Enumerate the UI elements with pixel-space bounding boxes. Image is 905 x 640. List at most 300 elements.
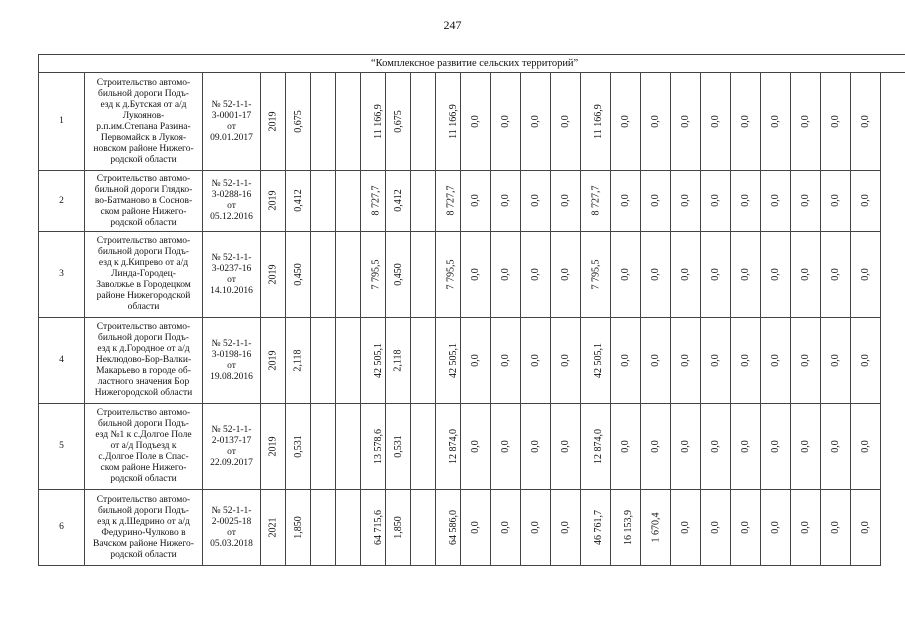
- cell-value: 0,0: [770, 353, 781, 367]
- cell-value: 0,0: [710, 353, 721, 367]
- value-cell: [611, 73, 641, 171]
- value-cell: [821, 490, 851, 566]
- value-cell: [761, 73, 791, 171]
- value-cell: [851, 318, 881, 404]
- cell-value: 0,0: [770, 194, 781, 207]
- value-cell: [286, 318, 311, 404]
- cell-value: 1,850: [292, 515, 304, 539]
- value-cell: [551, 171, 581, 232]
- value-cell: [386, 232, 411, 318]
- cell-value: 0,0: [470, 520, 481, 534]
- permit-number: [203, 232, 261, 318]
- object-name-line: Заволжье в Городецком: [96, 280, 191, 290]
- value-cell: [521, 232, 551, 318]
- cell-value: 0,0: [800, 353, 811, 367]
- row-number: 3: [39, 232, 85, 318]
- permit-line: 2-0137-17: [211, 435, 252, 446]
- cell-value: 0,0: [620, 267, 631, 281]
- permit-line: № 52-1-1-: [211, 252, 252, 263]
- value-cell: [436, 171, 461, 232]
- value-cell: [361, 171, 386, 232]
- value-cell: [761, 232, 791, 318]
- value-cell: [731, 318, 761, 404]
- value-cell: [671, 404, 701, 490]
- value-cell: [411, 73, 436, 171]
- cell-value: 0,450: [392, 262, 404, 286]
- cell-value: 0,0: [500, 439, 511, 453]
- value-cell: [336, 232, 361, 318]
- cell-value: 0,0: [530, 353, 541, 367]
- value-cell: [821, 404, 851, 490]
- table-row: [39, 232, 905, 318]
- value-cell: [336, 171, 361, 232]
- cell-value: 0,0: [680, 353, 691, 367]
- value-cell: [386, 404, 411, 490]
- cell-value: 0,0: [650, 114, 661, 128]
- cell-value: 0,0: [470, 194, 481, 207]
- object-name-line: во-Батманово в Соснов-: [94, 195, 193, 206]
- object-name-line: районе Нижегородской: [96, 291, 191, 301]
- value-cell: [386, 73, 411, 171]
- value-cell: [261, 490, 286, 566]
- cell-value: 7 795,5: [590, 259, 602, 289]
- cell-value: 0,0: [470, 114, 481, 128]
- value-cell: [286, 171, 311, 232]
- value-cell: [701, 490, 731, 566]
- value-cell: [581, 404, 611, 490]
- cell-value: 0,0: [620, 114, 631, 128]
- cell-value: 0,0: [620, 194, 631, 207]
- value-cell: [361, 73, 386, 171]
- cell-value: 12 874,0: [593, 428, 604, 464]
- cell-value: 46 761,7: [593, 509, 604, 545]
- cell-value: 0,0: [740, 194, 751, 207]
- value-cell: [411, 171, 436, 232]
- row-number: 1: [39, 73, 85, 171]
- object-name-line: бильной дороги Глядко-: [94, 184, 193, 195]
- value-cell: [581, 318, 611, 404]
- value-cell: [491, 232, 521, 318]
- value-cell: [491, 171, 521, 232]
- value-cell: [671, 318, 701, 404]
- value-cell: [521, 171, 551, 232]
- permit-line: № 52-1-1-: [211, 424, 252, 435]
- object-name-line: Вачском районе Нижего-: [93, 538, 194, 549]
- value-cell: [361, 318, 386, 404]
- cell-value: 0,0: [530, 439, 541, 453]
- object-name-line: ском районе Нижего-: [100, 463, 187, 473]
- cell-value: 42 505,1: [448, 342, 459, 378]
- cell-value: 0,0: [500, 520, 511, 534]
- value-cell: [336, 490, 361, 566]
- cell-value: 0,0: [530, 267, 541, 281]
- cell-value: 0,0: [620, 439, 631, 453]
- cell-value: 2019: [267, 190, 279, 211]
- value-cell: [821, 171, 851, 232]
- cell-value: 7 795,5: [445, 259, 457, 289]
- cell-value: 0,675: [292, 109, 304, 133]
- value-cell: [551, 232, 581, 318]
- permit-line: 3-0237-16: [211, 263, 252, 274]
- value-cell: [551, 73, 581, 171]
- value-cell: [461, 318, 491, 404]
- permit-line: 05.03.2018: [210, 538, 253, 549]
- value-cell: [551, 404, 581, 490]
- cell-value: 0,0: [650, 267, 661, 281]
- cell-value: 0,0: [860, 353, 871, 367]
- object-name-line: родской области: [110, 549, 177, 560]
- value-cell: [491, 490, 521, 566]
- value-cell: [286, 73, 311, 171]
- cell-value: 42 505,1: [593, 342, 604, 378]
- cell-value: 2021: [267, 517, 279, 537]
- cell-value: 0,0: [860, 439, 871, 453]
- object-name-line: Строительство автомо-: [96, 173, 191, 184]
- value-cell: [701, 318, 731, 404]
- cell-value: 0,0: [740, 439, 751, 453]
- permit-line: от: [227, 121, 236, 132]
- value-cell: [411, 232, 436, 318]
- object-name-line: родской области: [110, 154, 177, 165]
- value-cell: [411, 404, 436, 490]
- cell-value: 1 670,4: [650, 512, 662, 542]
- cell-value: 0,0: [680, 439, 691, 453]
- value-cell: [551, 318, 581, 404]
- cell-value: 2019: [267, 111, 279, 131]
- cell-value: 0,0: [650, 439, 661, 453]
- value-cell: [851, 73, 881, 171]
- cell-value: 12 874,0: [448, 428, 459, 464]
- cell-value: 0,0: [560, 353, 571, 367]
- row-number: 2: [39, 171, 85, 232]
- value-cell: [671, 232, 701, 318]
- cell-value: 0,0: [860, 520, 871, 534]
- section-title: “Комплексное развитие сельских территорий”: [39, 55, 905, 73]
- value-cell: [436, 318, 461, 404]
- permit-number: [203, 404, 261, 490]
- object-name-line: езд к д.Шедрино от а/д: [97, 516, 190, 527]
- value-cell: [701, 232, 731, 318]
- value-cell: [641, 318, 671, 404]
- value-cell: [386, 318, 411, 404]
- value-cell: [461, 232, 491, 318]
- cell-value: 0,0: [680, 114, 691, 128]
- cell-value: 1,850: [392, 515, 404, 539]
- cell-value: 0,0: [470, 267, 481, 281]
- cell-value: 0,0: [770, 114, 781, 128]
- permit-line: от: [227, 360, 236, 371]
- cell-value: 0,0: [800, 439, 811, 453]
- value-cell: [461, 73, 491, 171]
- value-cell: [521, 490, 551, 566]
- value-cell: [851, 490, 881, 566]
- value-cell: [791, 232, 821, 318]
- value-cell: [361, 232, 386, 318]
- object-name-line: Федурино-Чулково в: [101, 527, 186, 538]
- cell-value: 0,0: [500, 114, 511, 128]
- permit-line: № 52-1-1-: [211, 338, 252, 349]
- value-cell: [521, 318, 551, 404]
- value-cell: [821, 73, 851, 171]
- cell-value: 0,0: [680, 194, 691, 207]
- cell-value: 0,0: [710, 439, 721, 453]
- value-cell: [641, 232, 671, 318]
- object-name-line: бильной дороги Подъ-: [98, 333, 189, 343]
- cell-value: 0,0: [770, 439, 781, 453]
- value-cell: [261, 73, 286, 171]
- cell-value: 0,0: [860, 114, 871, 128]
- permit-line: 05.12.2016: [210, 212, 253, 222]
- cell-value: 8 727,7: [445, 185, 457, 216]
- object-name-line: ластного значения Бор: [97, 377, 190, 387]
- object-name: [85, 171, 203, 232]
- cell-value: 0,531: [292, 434, 304, 458]
- value-cell: [611, 232, 641, 318]
- permit-line: от: [227, 527, 236, 538]
- permit-line: 22.09.2017: [210, 457, 253, 468]
- cell-value: 0,0: [650, 353, 661, 367]
- permit-line: № 52-1-1-: [211, 179, 252, 189]
- value-cell: [521, 404, 551, 490]
- cell-value: 0,0: [560, 520, 571, 534]
- object-name-line: ском районе Нижего-: [100, 206, 187, 217]
- value-cell: [336, 318, 361, 404]
- value-cell: [731, 171, 761, 232]
- cell-value: 0,0: [740, 353, 751, 367]
- object-name: [85, 232, 203, 318]
- permit-line: от: [227, 201, 236, 211]
- cell-value: 7 795,5: [370, 259, 382, 289]
- value-cell: [261, 404, 286, 490]
- object-name-line: бильной дороги Подъ-: [98, 88, 189, 99]
- value-cell: [641, 171, 671, 232]
- value-cell: [311, 404, 336, 490]
- object-name-line: езд №1 к с.Долгое Поле: [95, 430, 192, 440]
- value-cell: [731, 232, 761, 318]
- value-cell: [791, 73, 821, 171]
- permit-number: [203, 490, 261, 566]
- permit-number: [203, 73, 261, 171]
- cell-value: 13 578,6: [373, 428, 384, 464]
- cell-value: 0,0: [560, 114, 571, 128]
- value-cell: [361, 404, 386, 490]
- cell-value: 0,0: [710, 194, 721, 207]
- value-cell: [286, 232, 311, 318]
- cell-value: 0,675: [392, 109, 404, 133]
- permit-line: от: [227, 446, 236, 457]
- permit-line: 14.10.2016: [210, 285, 253, 296]
- permit-line: 3-0001-17: [211, 110, 252, 121]
- object-name-line: родской области: [110, 474, 177, 484]
- object-name-line: Строительство автомо-: [96, 77, 191, 88]
- cell-value: 2019: [267, 436, 279, 456]
- value-cell: [581, 490, 611, 566]
- object-name-line: Строительство автомо-: [96, 236, 191, 246]
- value-cell: [261, 171, 286, 232]
- cell-value: 0,0: [500, 267, 511, 281]
- permit-line: 3-0288-16: [211, 190, 252, 200]
- cell-value: 8 727,7: [370, 185, 382, 216]
- value-cell: [311, 73, 336, 171]
- object-name: [85, 404, 203, 490]
- value-cell: [286, 404, 311, 490]
- cell-value: 0,0: [830, 439, 841, 453]
- object-name-line: р.п.им.Степана Разина-: [96, 121, 191, 132]
- value-cell: [461, 171, 491, 232]
- cell-value: 0,0: [800, 520, 811, 534]
- value-cell: [581, 171, 611, 232]
- value-cell: [386, 490, 411, 566]
- object-name-line: Макарьево в городе об-: [96, 366, 191, 376]
- cell-value: 0,0: [830, 114, 841, 128]
- cell-value: 0,0: [560, 194, 571, 207]
- cell-value: 0,0: [470, 353, 481, 367]
- cell-value: 0,0: [740, 114, 751, 128]
- permit-line: от: [227, 274, 236, 285]
- object-name: [85, 318, 203, 404]
- table-row: [39, 171, 905, 232]
- object-name-line: новском районе Нижего-: [93, 143, 194, 154]
- permit-number: [203, 171, 261, 232]
- object-name-line: Линда-Городец-: [111, 269, 176, 279]
- value-cell: [461, 490, 491, 566]
- object-name-line: езд к д.Бутская от а/д: [100, 99, 187, 110]
- value-cell: [611, 404, 641, 490]
- cell-value: 0,0: [830, 267, 841, 281]
- value-cell: [761, 404, 791, 490]
- cell-value: 0,531: [392, 434, 404, 458]
- value-cell: [791, 171, 821, 232]
- value-cell: [671, 490, 701, 566]
- object-name-line: от а/д Подъезд к: [110, 441, 177, 451]
- cell-value: 0,0: [530, 194, 541, 207]
- value-cell: [336, 404, 361, 490]
- value-cell: [311, 171, 336, 232]
- value-cell: [311, 232, 336, 318]
- cell-value: 11 166,9: [592, 103, 604, 139]
- value-cell: [491, 318, 521, 404]
- cell-value: 8 727,7: [590, 185, 602, 216]
- cell-value: 0,450: [292, 262, 304, 286]
- object-name-line: области: [127, 302, 160, 312]
- value-cell: [386, 171, 411, 232]
- cell-value: 64 715,6: [373, 509, 384, 545]
- value-cell: [761, 490, 791, 566]
- cell-value: 64 586,0: [448, 509, 459, 545]
- cell-value: 0,412: [292, 189, 304, 212]
- cell-value: 0,412: [392, 189, 404, 212]
- object-name-line: Строительство автомо-: [96, 322, 191, 332]
- value-cell: [641, 73, 671, 171]
- value-cell: [851, 232, 881, 318]
- cell-value: 0,0: [800, 267, 811, 281]
- cell-value: 2019: [267, 350, 279, 370]
- cell-value: 0,0: [500, 194, 511, 207]
- value-cell: [701, 404, 731, 490]
- value-cell: [731, 404, 761, 490]
- value-cell: [701, 171, 731, 232]
- value-cell: [311, 318, 336, 404]
- cell-value: 0,0: [860, 267, 871, 281]
- value-cell: [461, 404, 491, 490]
- value-cell: [611, 318, 641, 404]
- cell-value: 0,0: [560, 439, 571, 453]
- value-cell: [491, 404, 521, 490]
- cell-value: 0,0: [860, 194, 871, 207]
- value-cell: [701, 73, 731, 171]
- permit-line: 2-0025-18: [211, 516, 252, 527]
- cell-value: 2019: [267, 264, 279, 284]
- cell-value: 0,0: [710, 267, 721, 281]
- cell-value: 0,0: [800, 194, 811, 207]
- value-cell: [311, 490, 336, 566]
- cell-value: 0,0: [770, 520, 781, 534]
- permit-number: [203, 318, 261, 404]
- object-name-line: езд к д.Кипрево от а/д: [98, 258, 189, 268]
- cell-value: 0,0: [800, 114, 811, 128]
- value-cell: [336, 73, 361, 171]
- object-name-line: бильной дороги Подъ-: [98, 247, 189, 257]
- cell-value: 0,0: [830, 520, 841, 534]
- table-row: [39, 318, 905, 404]
- value-cell: [731, 490, 761, 566]
- object-name-line: родской области: [110, 217, 177, 228]
- object-name-line: бильной дороги Подъ-: [98, 505, 189, 516]
- object-name-line: Строительство автомо-: [96, 494, 191, 505]
- value-cell: [851, 404, 881, 490]
- value-cell: [731, 73, 761, 171]
- object-name-line: Нижегородской области: [94, 388, 193, 398]
- value-cell: [611, 490, 641, 566]
- cell-value: 2,118: [392, 348, 404, 372]
- cell-value: 0,0: [650, 194, 661, 207]
- permit-line: № 52-1-1-: [211, 99, 252, 110]
- table-row: [39, 73, 905, 171]
- cell-value: 0,0: [710, 520, 721, 534]
- table-row: [39, 404, 905, 490]
- value-cell: [641, 404, 671, 490]
- row-number: 5: [39, 404, 85, 490]
- cell-value: 0,0: [470, 439, 481, 453]
- value-cell: [761, 318, 791, 404]
- section-header-row: [39, 55, 905, 73]
- value-cell: [261, 232, 286, 318]
- object-name-line: Первомайск в Лукоя-: [100, 132, 187, 143]
- object-name-line: Неклюдово-Бор-Валки-: [95, 355, 192, 365]
- value-cell: [491, 73, 521, 171]
- cell-value: 2,118: [292, 348, 304, 372]
- object-name: [85, 73, 203, 171]
- cell-value: 0,0: [500, 353, 511, 367]
- cell-value: 11 166,9: [447, 103, 459, 139]
- value-cell: [361, 490, 386, 566]
- value-cell: [581, 73, 611, 171]
- value-cell: [411, 490, 436, 566]
- table-row: [39, 490, 905, 566]
- cell-value: 0,0: [680, 520, 691, 534]
- permit-line: 09.01.2017: [210, 132, 253, 143]
- cell-value: 0,0: [770, 267, 781, 281]
- object-name-line: бильной дороги Подъ-: [98, 419, 189, 429]
- value-cell: [791, 318, 821, 404]
- cell-value: 0,0: [560, 267, 571, 281]
- cell-value: 0,0: [710, 114, 721, 128]
- object-name-line: с.Долгое Поле в Спас-: [98, 452, 189, 462]
- value-cell: [671, 73, 701, 171]
- value-cell: [791, 490, 821, 566]
- cell-value: 11 166,9: [372, 103, 384, 139]
- row-number: 4: [39, 318, 85, 404]
